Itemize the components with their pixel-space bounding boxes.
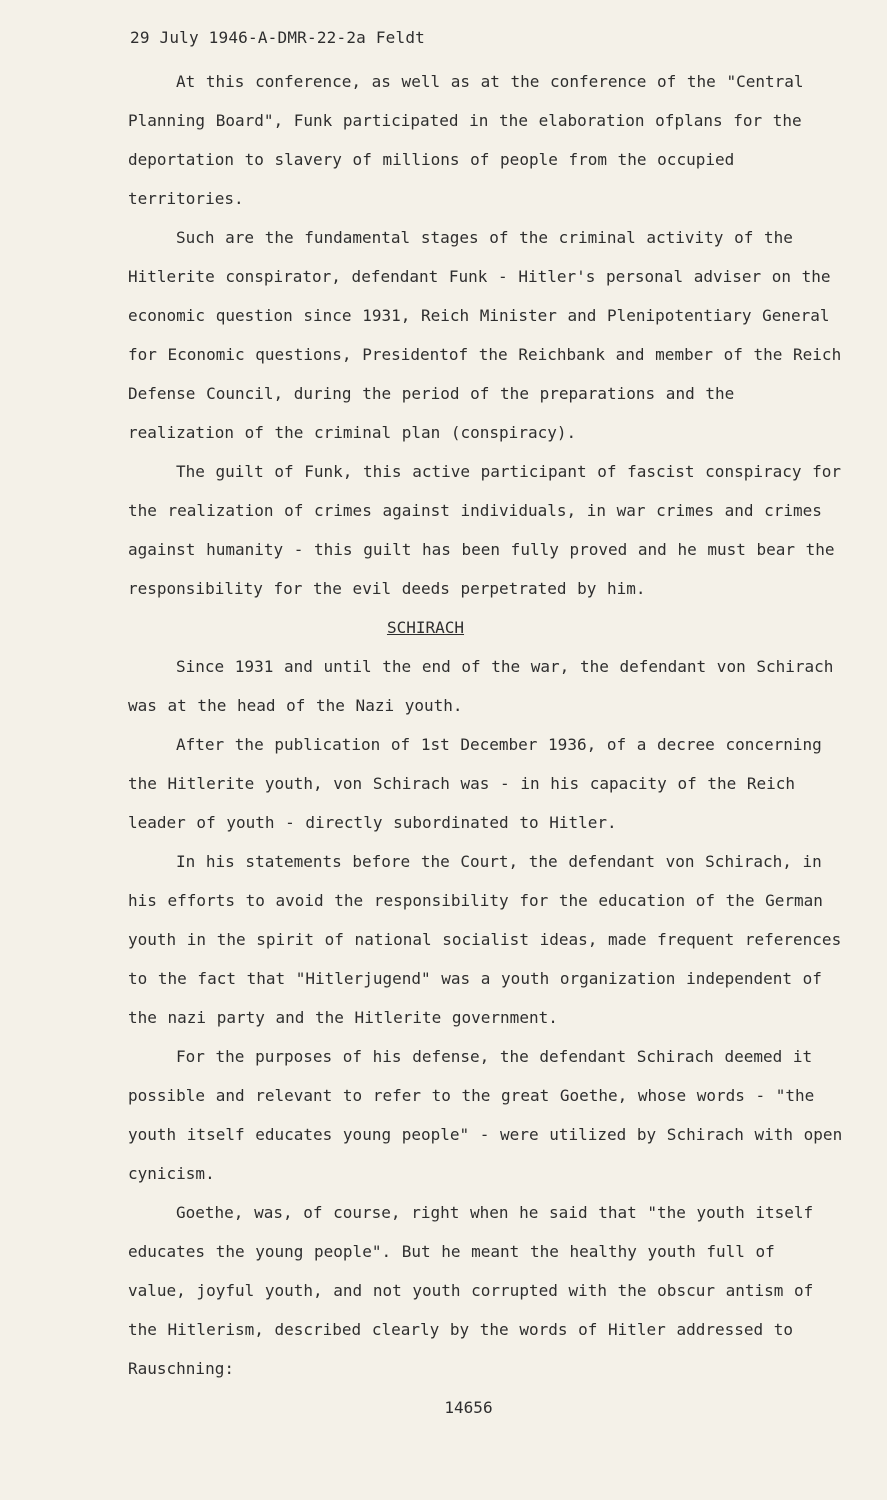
paragraph-5: After the publication of 1st December 1936, of a decree concerning the Hitlerite youth, von Schirach was - in his capacity of the Reich leader of youth - directly subordinated to Hitler. [128, 735, 822, 832]
paragraph-7: For the purposes of his defense, the defendant Schirach deemed it possible and relevant to refer to the great Goethe, whose words - "the youth itself educates young people" - were utilized by Schirach with open cynicism. [128, 1047, 843, 1183]
paragraph-1: At this conference, as well as at the conference of the "Central Planning Board", Funk participated in the elaboration ofplans for the deportation to slavery of millions of people from the occupied territories. [128, 72, 804, 208]
section-heading-text: SCHIRACH [386, 618, 465, 637]
paragraph-3: The guilt of Funk, this active participant of fascist conspiracy for the realization of crimes against individuals, in war crimes and crimes against humanity - this guilt has been fully proved and he must bear the responsibility for the evil deeds perpetrated by him. [128, 462, 842, 598]
document-body [128, 62, 843, 1388]
paragraph-2: Such are the fundamental stages of the criminal activity of the Hitlerite conspirator, defendant Funk - Hitler's personal adviser on the economic question since 1931, Reich Minister and Plenipotentiary General for Economic questions, Presidentof the Reichbank and member of the Reich Defense Council, during the period of the preparations and the realization of the criminal plan (conspiracy). [128, 228, 842, 442]
paragraph-4: Since 1931 and until the end of the war, the defendant von Schirach was at the head of the Nazi youth. [128, 657, 834, 715]
paragraph-8: Goethe, was, of course, right when he said that "the youth itself educates the young people". But he meant the healthy youth full of value, joyful youth, and not youth corrupted with the obscur antism of the Hitlerism, described clearly by the words of Hitler addressed to Rauschning: [128, 1203, 814, 1378]
paragraph-6: In his statements before the Court, the defendant von Schirach, in his efforts to avoid the responsibility for the education of the German youth in the spirit of national socialist ideas, made frequent references to the fact that "Hitlerjugend" was a youth organization independent of the nazi party and the Hitlerite government. [128, 852, 842, 1027]
document-header: 29 July 1946-A-DMR-22-2a Feldt [130, 28, 425, 47]
section-heading [128, 608, 843, 647]
page-number: 14656 [444, 1398, 493, 1417]
